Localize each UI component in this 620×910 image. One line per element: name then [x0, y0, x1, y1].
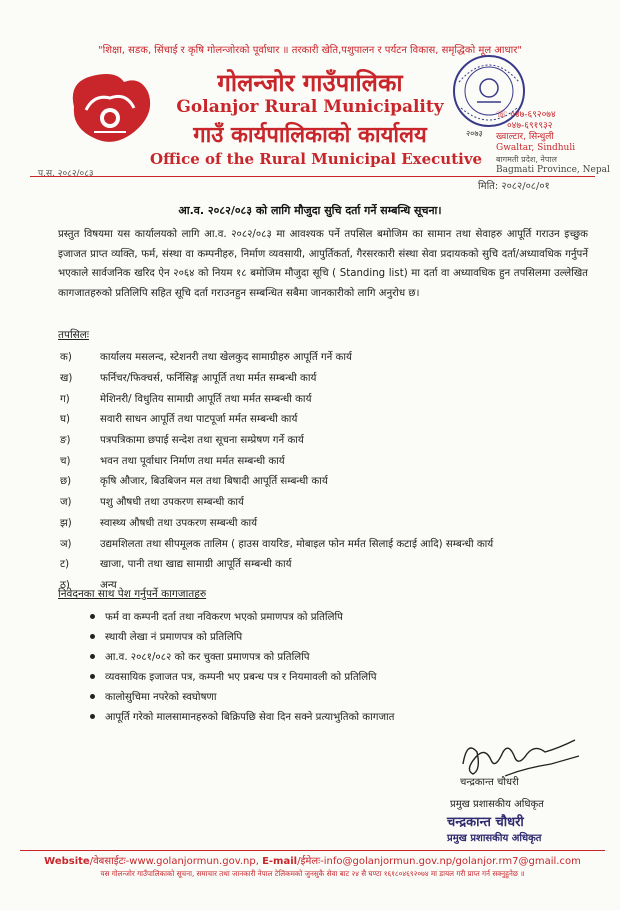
website-label: Website: [44, 856, 90, 867]
list-item: ट) खाजा, पानी तथा खाद्य सामाग्री आपूर्ति सम्बन्धी कार्य: [60, 559, 292, 571]
list-item: ञ) उद्यमशिलता तथा सीपमूलक तालिम ( हाउस वायरिङ, मोबाइल फोन मर्मत सिलाई कटाई आदि) सम्बन्धी कार्य: [60, 538, 494, 550]
slogan: "शिक्षा, सडक, सिंचाई र कृषि गोलन्जोरको पूर्वाधार ॥ तरकारी खेति,पशुपालन र पर्यटन विकास, समृद्धिको मूल आधार": [98, 45, 522, 56]
documents-heading: निवेदनका साथ पेश गर्नुपर्ने कागजातहरु: [58, 588, 207, 600]
list-item: छ) कृषि औजार, बिउबिजन मल तथा बिषादी आपूर्ति सम्बन्धी कार्य: [60, 476, 328, 488]
signatory-stamp-name: चन्द्रकान्त चौधरी: [447, 815, 524, 830]
notice-paragraph: प्रस्तुत विषयमा यस कार्यालयको लागि आ.व. २०८२/०८३ मा आवश्यक पर्ने तपसिल बमोजिम का सामान तथा सेवाहरु आपूर्ति गराउन इच्छुक इजाजत प्राप्त व्यक्ति, फर्म, संस्था वा कम्पनीहरु, निर्माण व्यवसायी, आपुर्तिकर्ता, गैरसरकारी संस्था सेवा प्रदायकको सुचि दर्ता/अध्यावधिक गर्नुपर्ने भएकाले सार्वजनिक खरिद ऐन २०६४ को नियम १८ बमोजिम मौजुदा सूचि ( Standing list) मा दर्ता वा अध्यावधिक हुन तपसिलमा उल्लेखित कागजातहरुको प्रतिलिपि सहित सूचि दर्ता गराउनहुन सम्बन्धित सबैमा जानकारीको लागि अनुरोध छ।: [58, 229, 588, 299]
office-name-english: Office of the Rural Municipal Executive: [150, 150, 483, 168]
bullet-icon: [90, 674, 95, 679]
phone-icon: ☏: [496, 110, 508, 120]
province-nepali: बागमती प्रदेश, नेपाल: [496, 155, 557, 164]
footer-divider: [20, 850, 605, 851]
list-item: आ.व. २०८१/०८२ को कर चुक्ता प्रमाणपत्र को प्रतिलिपि: [90, 646, 590, 666]
letter-date: मिति: २०८२/०८/०१: [478, 181, 550, 192]
list-item: ग) मेशिनरी/ विधुतिय सामाग्री आपूर्ति तथा मर्मत सम्बन्धी कार्य: [60, 393, 312, 405]
email-link[interactable]: info@golanjormun.gov.np/golanjor.rm7@gmail.com: [323, 856, 581, 867]
footer-notice: यस गोलन्जोर गाउँपालिकाको सूचना, समाचार तथा जानकारी नेपाल टेलिकमको जुनसुकै सेवा बाट २४ सै घण्टा १६१८०४६९२०७४ मा डायल गरी प्राप्त गर्न सक्नुहुनेछ ॥: [100, 869, 525, 878]
list-item: ज) पशु औषधी तथा उपकरण सम्बन्धी कार्य: [60, 497, 244, 509]
signatory-stamp-title: प्रमुख प्रशासकीय अधिकृत: [447, 833, 542, 844]
phone-row: [496, 110, 610, 121]
phone-2: ०४७-६९१९३२: [507, 121, 553, 131]
location-english: Gwaltar, Sindhuli: [496, 143, 576, 153]
list-item: क) कार्यालय मसलन्द, स्टेशनरी तथा खेलकुद सामाग्रीहरु आपूर्ति गर्ने कार्य: [60, 352, 352, 364]
signatory-title: प्रमुख प्रशासकीय अधिकृत: [450, 799, 544, 810]
bullet-icon: [90, 694, 95, 699]
list-item: फर्म वा कम्पनी दर्ता तथा नविकरण भएको प्रमाणपत्र को प्रतिलिपि: [90, 606, 590, 626]
list-item: ख) फर्निचर/फिक्चर्स, फर्निसिङ्ग आपूर्ति तथा मर्मत सम्बन्धी कार्य: [60, 373, 317, 385]
municipality-name-nepali: गोलन्जोर गाउँपालिका: [217, 69, 403, 97]
list-item: स्थायी लेखा नं प्रमाणपत्र को प्रतिलिपि: [90, 626, 590, 646]
schedule-heading: तपसिलः: [58, 329, 90, 341]
footer-contact: Website/वेबसाईटः-www.golanjormun.gov.np, E-mail/ईमेलः-info@golanjormun.gov.np/golanjor.rm7@gmail.com: [44, 856, 581, 867]
list-item: व्यवसायिक इजाजत पत्र, कम्पनी भए प्रबन्ध पत्र र नियमावली को प्रतिलिपि: [90, 666, 590, 686]
bullet-icon: [90, 634, 95, 639]
nepal-emblem-icon: [64, 62, 156, 154]
list-item: कालोसुचिमा नपरेको स्वघोषणा: [90, 686, 590, 706]
established-year: २०७३: [466, 129, 483, 138]
list-item: आपूर्ति गरेको मालसामानहरुको बिक्रिपछि सेवा दिन सक्ने प्रत्याभुतिको कागजात: [90, 706, 590, 726]
list-item: ठ) अन्य: [60, 579, 117, 591]
email-label: E-mail: [262, 856, 298, 867]
bullet-icon: [90, 714, 95, 719]
website-link[interactable]: www.golanjormun.gov.np,: [129, 856, 259, 867]
list-item: च) भवन तथा पूर्वाधार निर्माण तथा मर्मत सम्बन्धी कार्य: [60, 455, 285, 467]
schedule-list: [60, 346, 600, 594]
phone-1: ०४७-६९२०७४: [510, 110, 556, 120]
bullet-icon: [90, 614, 95, 619]
location-nepali: ख्वाल्टार, सिन्धुली: [496, 132, 554, 142]
municipality-name-english: Golanjor Rural Municipality: [176, 97, 444, 117]
office-name-nepali: गाउँ कार्यपालिकाको कार्यालय: [193, 123, 427, 148]
province-english: Bagmati Province, Nepal: [496, 165, 610, 175]
bullet-icon: [90, 654, 95, 659]
contact-block: [496, 110, 610, 176]
list-item: झ) स्वास्थ्य औषधी तथा उपकरण सम्बन्धी कार्य: [60, 517, 258, 529]
list-item: ङ) पत्रपत्रिकामा छपाई सन्देश तथा सूचना सम्प्रेषण गर्ने कार्य: [60, 435, 304, 447]
signatory-name: चन्द्रकान्त चौधरी: [460, 777, 519, 788]
notice-subject: आ.व. २०८२/०८३ को लागि मौजुदा सुचि दर्ता गर्ने सम्बन्धि सूचना।: [178, 204, 442, 217]
header-divider: [30, 176, 595, 177]
reference-number: प.स. २०८२/०८३: [38, 169, 94, 179]
documents-list: [90, 606, 590, 726]
list-item: घ) सवारी साधन आपूर्ति तथा पाटपूर्जा मर्मत सम्बन्धी कार्य: [60, 414, 298, 426]
